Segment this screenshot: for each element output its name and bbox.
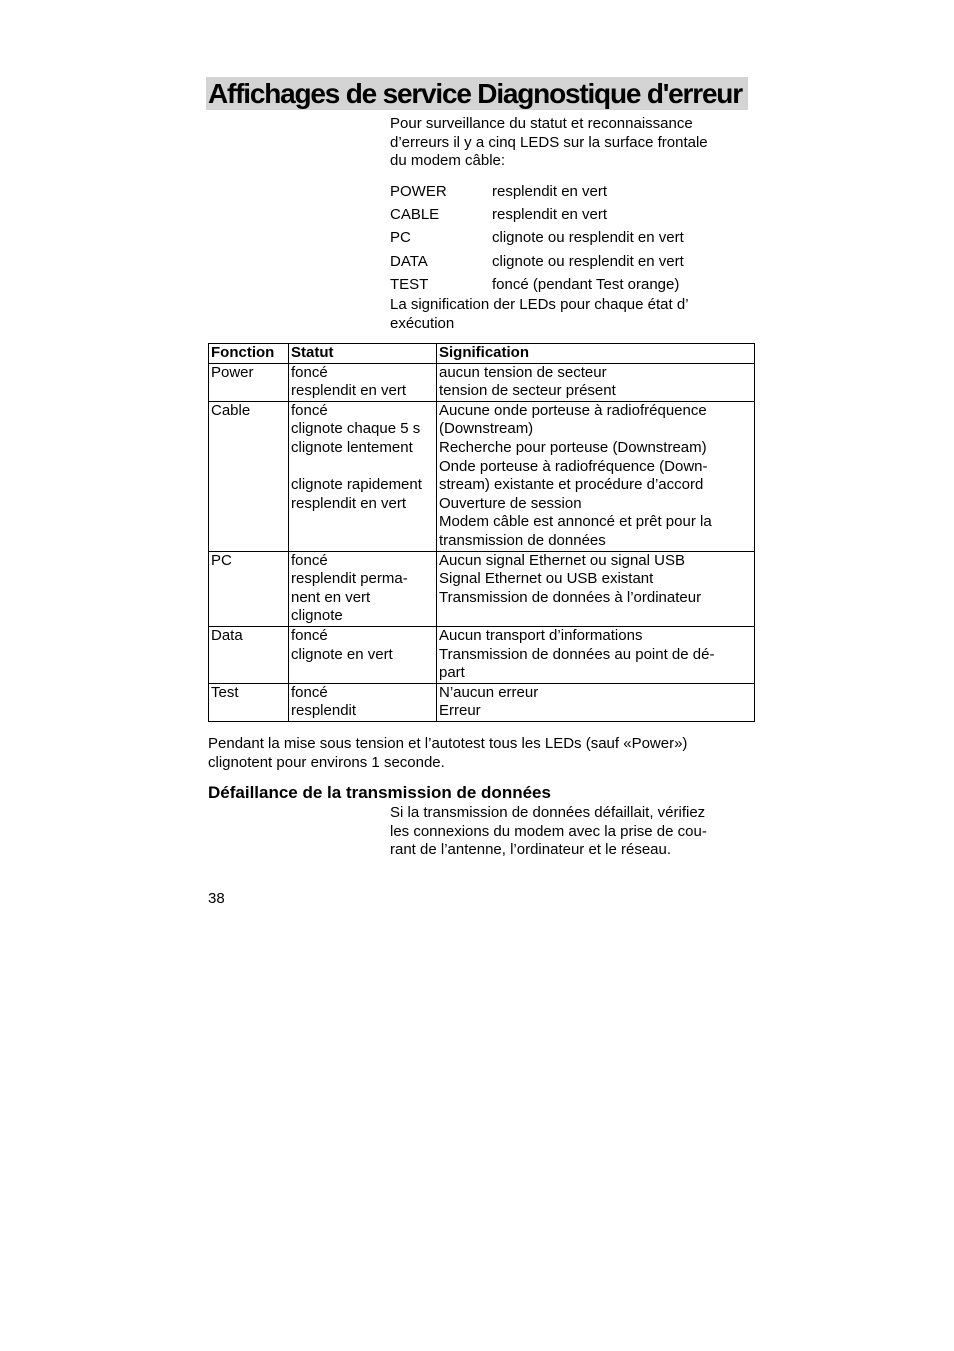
intro-line: Pour surveillance du statut et reconnaissance — [390, 115, 693, 132]
table-header-row — [209, 344, 755, 364]
led-description: resplendit en vert — [492, 206, 608, 224]
signification-line: N’aucun erreur — [439, 683, 539, 701]
signification-line: Aucune onde porteuse à radiofréquence — [439, 401, 707, 419]
signification-line: stream) existante et procédure d’accord — [439, 476, 704, 494]
cell-signification — [437, 401, 755, 551]
led-description: clignote ou resplendit en vert — [492, 229, 684, 247]
startup-note — [208, 735, 748, 772]
cell-fonction: Power — [209, 363, 289, 401]
page-number: 38 — [208, 890, 225, 907]
meaning-note-line: exécution — [390, 314, 455, 332]
statut-line: resplendit — [291, 702, 357, 720]
section-body — [390, 804, 735, 860]
statut-line: foncé — [291, 551, 328, 569]
table-row — [209, 626, 755, 683]
signification-line: Signal Ethernet ou USB existant — [439, 570, 654, 588]
section-body-line: Si la transmission de données défaillait, vérifiez — [390, 804, 706, 821]
table-row — [209, 401, 755, 551]
signification-line: part — [439, 664, 465, 682]
led-item — [390, 273, 740, 296]
signification-line: transmission de données — [439, 531, 606, 549]
statut-line — [291, 458, 434, 477]
statut-line: foncé — [291, 683, 328, 701]
led-name: TEST — [390, 275, 429, 293]
statut-line: foncé — [291, 401, 328, 419]
led-item — [390, 203, 740, 226]
signification-line: Erreur — [439, 702, 481, 720]
cell-statut — [289, 363, 437, 401]
section-body-line: rant de l’antenne, l’ordinateur et le réseau. — [390, 841, 672, 859]
cell-fonction: PC — [209, 551, 289, 626]
cell-signification — [437, 683, 755, 721]
startup-note-line: Pendant la mise sous tension et l’autotest tous les LEDs (sauf «Power») — [208, 735, 688, 752]
table-row — [209, 363, 755, 401]
statut-line: clignote en vert — [291, 645, 393, 663]
led-name: CABLE — [390, 206, 440, 224]
header-fonction: Fonction — [209, 344, 289, 364]
page-title: Affichages de service Diagnostique d'erreur — [206, 77, 748, 110]
meaning-note-line: La signification der LEDs pour chaque état d’ — [390, 296, 689, 313]
signification-line: Aucun transport d’informations — [439, 626, 643, 644]
cell-statut — [289, 401, 437, 551]
statut-line: foncé — [291, 363, 328, 381]
led-description: clignote ou resplendit en vert — [492, 252, 684, 270]
signification-line: tension de secteur présent — [439, 382, 616, 400]
signification-line: Recherche pour porteuse (Downstream) — [439, 438, 707, 456]
signification-line: (Downstream) — [439, 420, 534, 438]
statut-line: clignote chaque 5 s — [291, 420, 421, 438]
startup-note-line: clignotent pour environs 1 seconde. — [208, 753, 445, 771]
signification-line: Modem câble est annoncé et prêt pour la — [439, 513, 712, 531]
led-description: foncé (pendant Test orange) — [492, 275, 680, 293]
led-item — [390, 226, 740, 249]
table-row — [209, 551, 755, 626]
statut-line: clignote — [291, 607, 343, 625]
led-function-table — [208, 343, 755, 722]
statut-line: clignote rapidement — [291, 476, 422, 494]
statut-line: clignote lentement — [291, 438, 413, 456]
section-heading: Défaillance de la transmission de données — [208, 783, 551, 802]
signification-line: Ouverture de session — [439, 494, 582, 512]
signification-line: Transmission de données à l’ordinateur — [439, 588, 702, 606]
header-signification: Signification — [437, 344, 755, 364]
cell-fonction: Cable — [209, 401, 289, 551]
signification-line: Onde porteuse à radiofréquence (Down- — [439, 457, 708, 475]
cell-signification — [437, 551, 755, 626]
led-description: resplendit en vert — [492, 183, 608, 201]
led-name: DATA — [390, 252, 428, 270]
intro-paragraph — [390, 115, 740, 171]
meaning-note — [390, 296, 730, 333]
section-body-line: les connexions du modem avec la prise de cou- — [390, 822, 707, 840]
cell-statut — [289, 683, 437, 721]
cell-signification — [437, 363, 755, 401]
table-row — [209, 683, 755, 721]
led-item — [390, 180, 740, 203]
statut-line: foncé — [291, 626, 328, 644]
intro-line: du modem câble: — [390, 152, 506, 170]
led-name: POWER — [390, 183, 447, 201]
led-list — [390, 180, 740, 296]
cell-statut — [289, 626, 437, 683]
statut-line: resplendit perma- — [291, 570, 408, 588]
statut-line: resplendit en vert — [291, 382, 407, 400]
led-name: PC — [390, 229, 411, 247]
cell-fonction: Test — [209, 683, 289, 721]
intro-line: d’erreurs il y a cinq LEDS sur la surface frontale — [390, 133, 708, 151]
header-statut: Statut — [289, 344, 437, 364]
cell-statut — [289, 551, 437, 626]
statut-line: resplendit en vert — [291, 494, 407, 512]
signification-line: Aucun signal Ethernet ou signal USB — [439, 551, 685, 569]
signification-line: Transmission de données au point de dé- — [439, 645, 715, 663]
cell-fonction: Data — [209, 626, 289, 683]
statut-line: nent en vert — [291, 588, 371, 606]
signification-line: aucun tension de secteur — [439, 363, 607, 381]
led-item — [390, 250, 740, 273]
cell-signification — [437, 626, 755, 683]
